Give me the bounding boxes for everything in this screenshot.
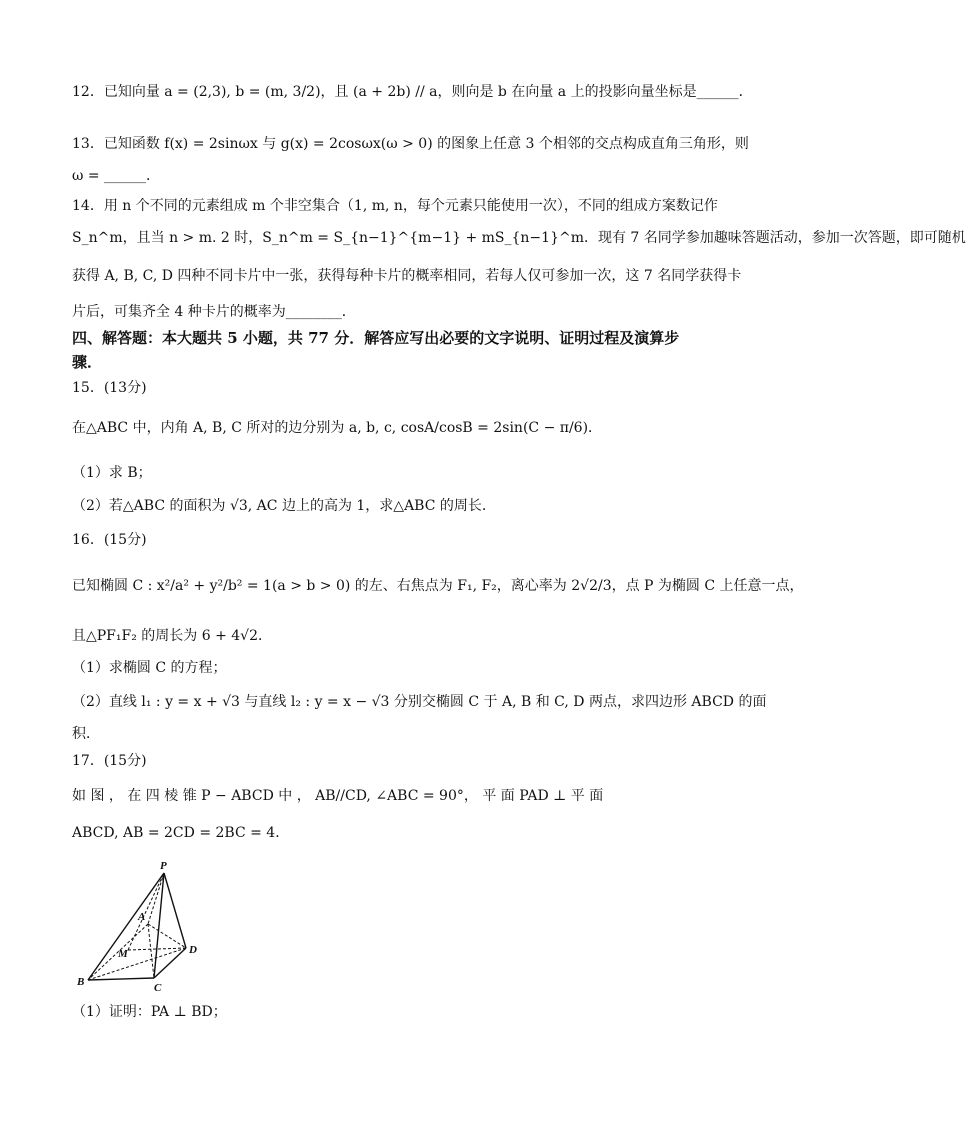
question-14-line2: S_n^m，且当 n > m. 2 时，S_n^m = S_{n−1}^{m−1} + mS_{n−1}^m．现有 7 名同学参加趣味答题活动，参加一次答题，即可随机 <box>72 230 966 246</box>
question-17-label: 17．(15分) <box>72 753 147 769</box>
question-12: 12．已知向量 a = (2,3), b = (m, 3/2)，且 (a + 2b) // a，则向是 b 在向量 a 上的投影向量坐标是______． <box>72 84 753 100</box>
question-15-label: 15．(13分) <box>72 380 147 396</box>
question-14-line1: 14．用 n 个不同的元素组成 m 个非空集合（1, m, n，每个元素只能使用一次），不同的组成方案数记作 <box>72 198 718 214</box>
label-M: M <box>118 948 128 960</box>
question-16-part2-line2: 积． <box>72 726 100 742</box>
question-14-line4: 片后，可集齐全 4 种卡片的概率为________． <box>72 304 356 320</box>
question-15-part1: （1）求 B； <box>72 465 152 481</box>
question-13-line1: 13．已知函数 f(x) = 2sinωx 与 g(x) = 2cosωx(ω > 0) 的图象上任意 3 个相邻的交点构成直角三角形，则 <box>72 136 749 152</box>
edge-CD <box>154 948 186 978</box>
question-16-label: 16．(15分) <box>72 532 147 548</box>
pyramid-figure <box>74 858 214 993</box>
label-A: A <box>138 911 146 923</box>
edge-AC <box>148 924 154 978</box>
edge-BC <box>88 978 154 980</box>
question-17-stem-line2: ABCD, AB = 2CD = 2BC = 4． <box>72 825 290 841</box>
label-D: D <box>189 944 197 956</box>
question-16-part2-line1: （2）直线 l₁ : y = x + √3 与直线 l₂ : y = x − √3 分别交椭圆 C 于 A, B 和 C, D 两点，求四边形 ABCD 的面 <box>72 694 767 710</box>
label-B: B <box>77 976 85 988</box>
question-17-stem-line1: 如 图 ， 在 四 棱 锥 P − ABCD 中 ， AB//CD, ∠ABC = 90°， 平 面 PAD ⊥ 平 面 <box>72 788 604 804</box>
question-15-stem: 在△ABC 中，内角 A, B, C 所对的边分别为 a, b, c, cosA/cosB = 2sin(C − π/6)． <box>72 420 603 436</box>
question-16-stem-line2: 且△PF₁F₂ 的周长为 6 + 4√2． <box>72 628 273 644</box>
edge-PD <box>164 873 186 948</box>
question-13-line2: ω = ______． <box>72 168 161 184</box>
question-16-part1: （1）求椭圆 C 的方程； <box>72 660 227 676</box>
label-C: C <box>154 982 162 994</box>
section-heading-line2: 骤． <box>72 353 103 371</box>
question-17-part1: （1）证明：PA ⊥ BD； <box>72 1004 227 1020</box>
question-15-part2: （2）若△ABC 的面积为 √3, AC 边上的高为 1，求△ABC 的周长． <box>72 498 496 514</box>
label-P: P <box>160 860 167 872</box>
edge-MP <box>128 873 164 950</box>
edge-BD <box>88 948 186 980</box>
section-heading-line1: 四、解答题：本大题共 5 小题，共 77 分．解答应写出必要的文字说明、证明过程及演算步 <box>72 329 680 347</box>
question-14-line3: 获得 A, B, C, D 四种不同卡片中一张，获得每种卡片的概率相同，若每人仅可参加一次，这 7 名同学获得卡 <box>72 268 742 284</box>
question-16-stem-line1: 已知椭圆 C : x²/a² + y²/b² = 1(a > b > 0) 的左、右焦点为 F₁, F₂，离心率为 2√2/3，点 P 为椭圆 C 上任意一点， <box>72 578 804 594</box>
